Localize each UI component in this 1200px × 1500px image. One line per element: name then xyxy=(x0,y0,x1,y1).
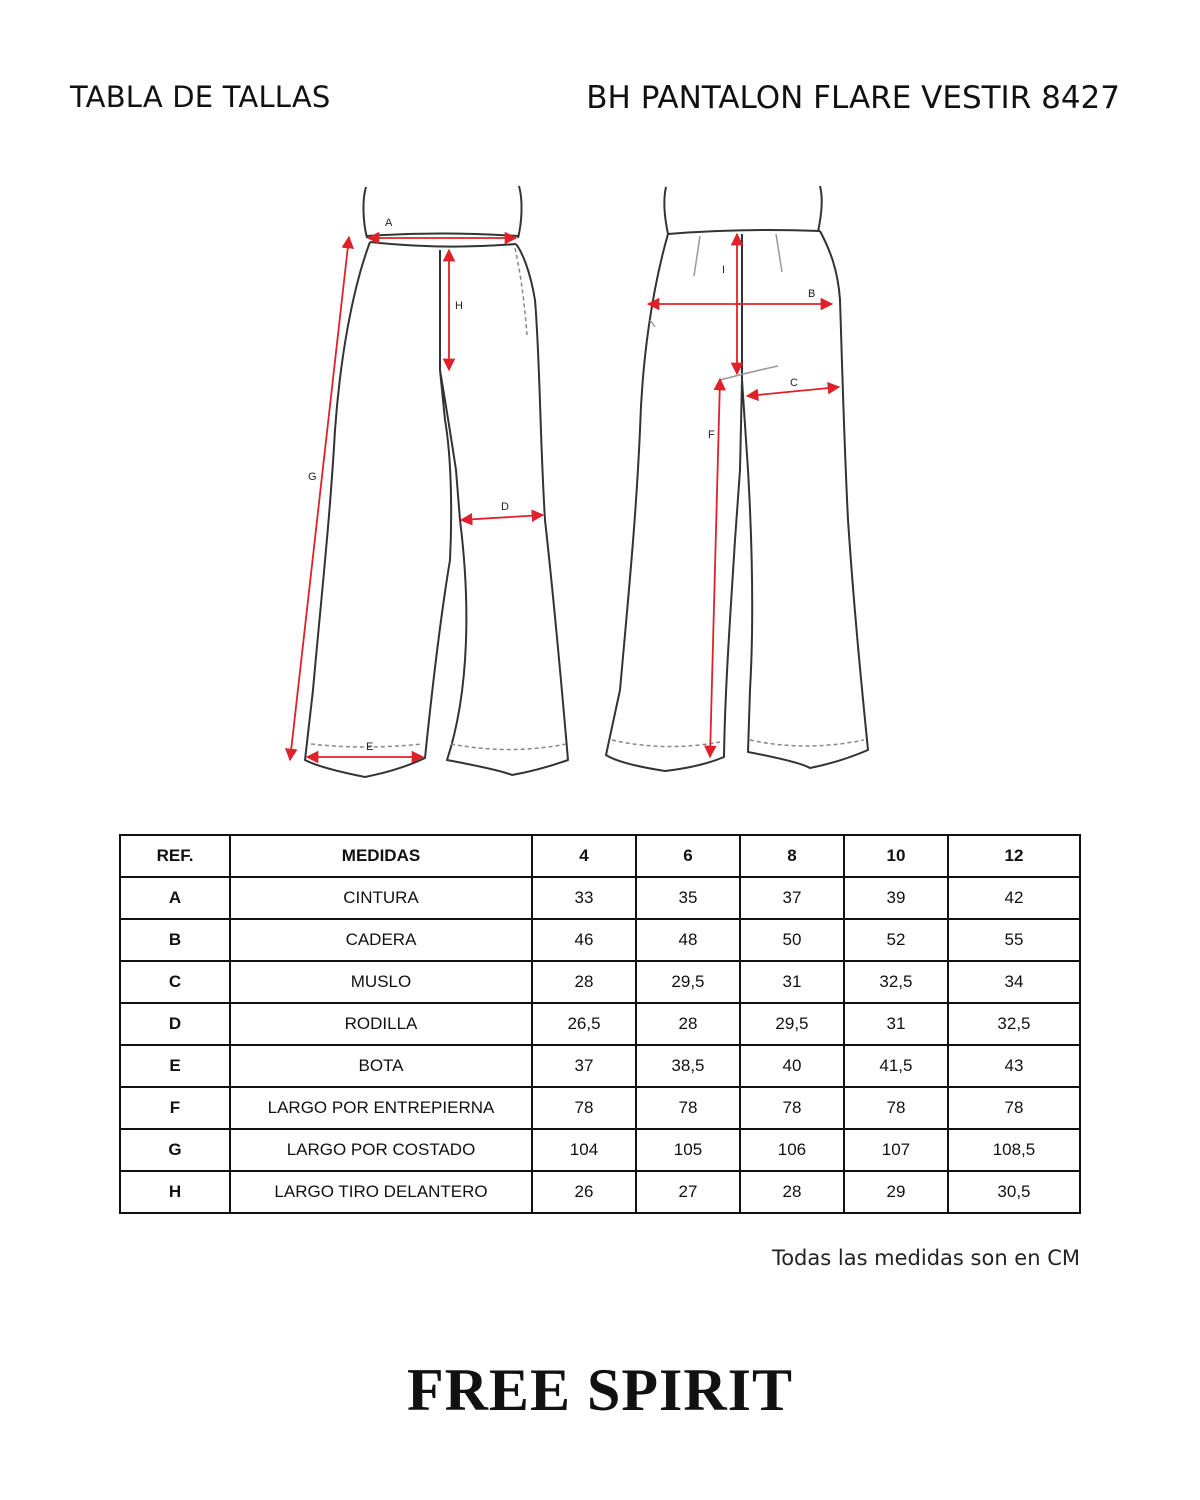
value-cell: 32,5 xyxy=(844,961,948,1003)
ref-cell: F xyxy=(120,1087,230,1129)
table-row xyxy=(120,1045,1080,1087)
table-row xyxy=(120,1087,1080,1129)
value-cell: 30,5 xyxy=(948,1171,1080,1213)
value-cell: 28 xyxy=(532,961,636,1003)
units-note: Todas las medidas son en CM xyxy=(771,1246,1080,1270)
table-row xyxy=(120,919,1080,961)
value-cell: 28 xyxy=(636,1003,740,1045)
value-cell: 37 xyxy=(740,877,844,919)
ref-cell: G xyxy=(120,1129,230,1171)
value-cell: 50 xyxy=(740,919,844,961)
measure-cell: MUSLO xyxy=(230,961,532,1003)
value-cell: 78 xyxy=(948,1087,1080,1129)
ref-cell: E xyxy=(120,1045,230,1087)
column-header: REF. xyxy=(120,835,230,877)
measure-cell: LARGO TIRO DELANTERO xyxy=(230,1171,532,1213)
label-a: A xyxy=(385,217,393,229)
value-cell: 34 xyxy=(948,961,1080,1003)
table-row xyxy=(120,1129,1080,1171)
measure-cell: CADERA xyxy=(230,919,532,961)
value-cell: 33 xyxy=(532,877,636,919)
value-cell: 42 xyxy=(948,877,1080,919)
value-cell: 26,5 xyxy=(532,1003,636,1045)
value-cell: 52 xyxy=(844,919,948,961)
value-cell: 55 xyxy=(948,919,1080,961)
table-row xyxy=(120,1003,1080,1045)
brand-logo: FREE SPIRIT xyxy=(406,1357,794,1423)
value-cell: 108,5 xyxy=(948,1129,1080,1171)
value-cell: 31 xyxy=(740,961,844,1003)
value-cell: 31 xyxy=(844,1003,948,1045)
label-d: D xyxy=(501,501,509,513)
ref-cell: B xyxy=(120,919,230,961)
size-table xyxy=(119,834,1081,1214)
label-e: E xyxy=(366,741,374,753)
table-header-row xyxy=(120,835,1080,877)
label-b: B xyxy=(808,288,816,300)
column-header: 4 xyxy=(532,835,636,877)
label-f: F xyxy=(708,429,715,441)
label-g: G xyxy=(308,471,317,483)
value-cell: 26 xyxy=(532,1171,636,1213)
ref-cell: C xyxy=(120,961,230,1003)
page-title: TABLA DE TALLAS xyxy=(70,80,331,114)
measure-cell: CINTURA xyxy=(230,877,532,919)
measure-cell: LARGO POR ENTREPIERNA xyxy=(230,1087,532,1129)
ref-cell: A xyxy=(120,877,230,919)
value-cell: 28 xyxy=(740,1171,844,1213)
value-cell: 78 xyxy=(740,1087,844,1129)
table-row xyxy=(120,961,1080,1003)
value-cell: 38,5 xyxy=(636,1045,740,1087)
value-cell: 78 xyxy=(532,1087,636,1129)
value-cell: 29,5 xyxy=(740,1003,844,1045)
table-row xyxy=(120,877,1080,919)
measure-g-line xyxy=(290,237,349,760)
measure-d-line xyxy=(461,515,543,520)
value-cell: 46 xyxy=(532,919,636,961)
measure-cell: BOTA xyxy=(230,1045,532,1087)
column-header: 8 xyxy=(740,835,844,877)
value-cell: 104 xyxy=(532,1129,636,1171)
label-i: I xyxy=(722,264,726,276)
value-cell: 32,5 xyxy=(948,1003,1080,1045)
table-row xyxy=(120,1171,1080,1213)
value-cell: 78 xyxy=(844,1087,948,1129)
ref-cell: H xyxy=(120,1171,230,1213)
label-h: H xyxy=(455,300,463,312)
value-cell: 27 xyxy=(636,1171,740,1213)
measurement-arrows xyxy=(290,234,839,760)
value-cell: 29 xyxy=(844,1171,948,1213)
value-cell: 35 xyxy=(636,877,740,919)
value-cell: 78 xyxy=(636,1087,740,1129)
value-cell: 43 xyxy=(948,1045,1080,1087)
value-cell: 107 xyxy=(844,1129,948,1171)
ref-cell: D xyxy=(120,1003,230,1045)
column-header: 12 xyxy=(948,835,1080,877)
value-cell: 29,5 xyxy=(636,961,740,1003)
column-header: 6 xyxy=(636,835,740,877)
value-cell: 37 xyxy=(532,1045,636,1087)
product-title: BH PANTALON FLARE VESTIR 8427 xyxy=(586,80,1120,116)
column-header: MEDIDAS xyxy=(230,835,532,877)
value-cell: 39 xyxy=(844,877,948,919)
value-cell: 40 xyxy=(740,1045,844,1087)
value-cell: 48 xyxy=(636,919,740,961)
measure-cell: LARGO POR COSTADO xyxy=(230,1129,532,1171)
label-c: C xyxy=(790,377,798,389)
value-cell: 105 xyxy=(636,1129,740,1171)
value-cell: 106 xyxy=(740,1129,844,1171)
measure-cell: RODILLA xyxy=(230,1003,532,1045)
value-cell: 41,5 xyxy=(844,1045,948,1087)
column-header: 10 xyxy=(844,835,948,877)
